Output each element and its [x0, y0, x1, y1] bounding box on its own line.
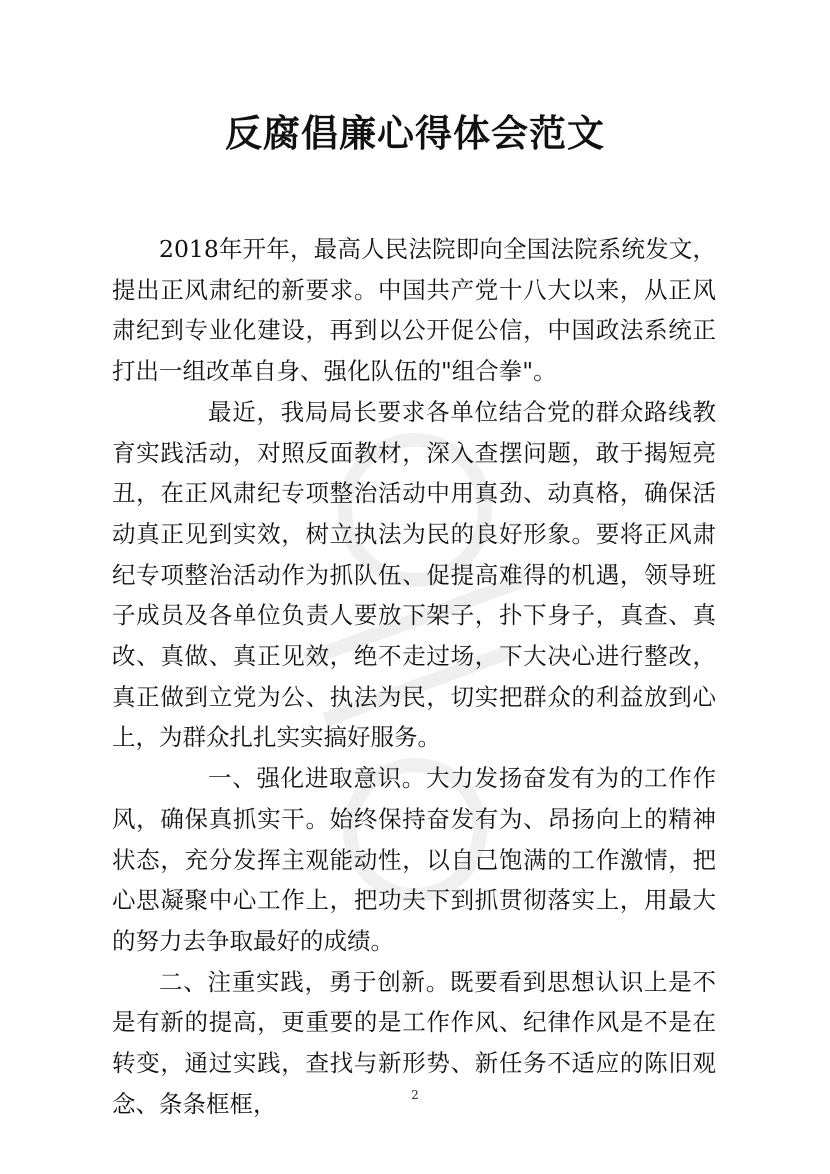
page-number: 2: [411, 1088, 419, 1102]
document-title: 反腐倡廉心得体会范文: [225, 111, 605, 155]
paragraph-3: 一、强化进取意识。大力发扬奋发有为的工作作风，确保真抓实干。始终保持奋发有为、昂扬向上的精神状态，充分发挥主观能动性，以自己饱满的工作激情，把心思凝聚中心工作上，把功夫下到抓贯彻落实上，用最大的努力去争取最好的成绩。: [112, 764, 716, 955]
paragraph-4: 二、注重实践，勇于创新。既要看到思想认识上是不是有新的提高，更重要的是工作作风、纪律作风是不是在转变，通过实践，查找与新形势、新任务不适应的陈旧观念、条条框框，: [112, 967, 716, 1118]
document-body: [112, 229, 716, 1124]
paragraph-1: 2018年开年，最高人民法院即向全国法院系统发文，提出正风肃纪的新要求。中国共产党十八大以来，从正风肃纪到专业化建设，再到以公开促公信，中国政法系统正打出一组改革自身、强化队伍的"组合拳"。: [112, 235, 716, 386]
paragraph-2: 最近，我局局长要求各单位结合党的群众路线教育实践活动，对照反面教材，深入查摆问题，敢于揭短亮丑，在正风肃纪专项整治活动中用真劲、动真格，确保活动真正见到实效，树立执法为民的良好形象。要将正风肃纪专项整治活动作为抓队伍、促提高难得的机遇，领导班子成员及各单位负责人要放下架子，扑下身子，真查、真改、真做、真正见效，绝不走过场，下大决心进行整改，真正做到立党为公、执法为民，切实把群众的利益放到心上，为群众扎扎实实搞好服务。: [112, 397, 716, 752]
